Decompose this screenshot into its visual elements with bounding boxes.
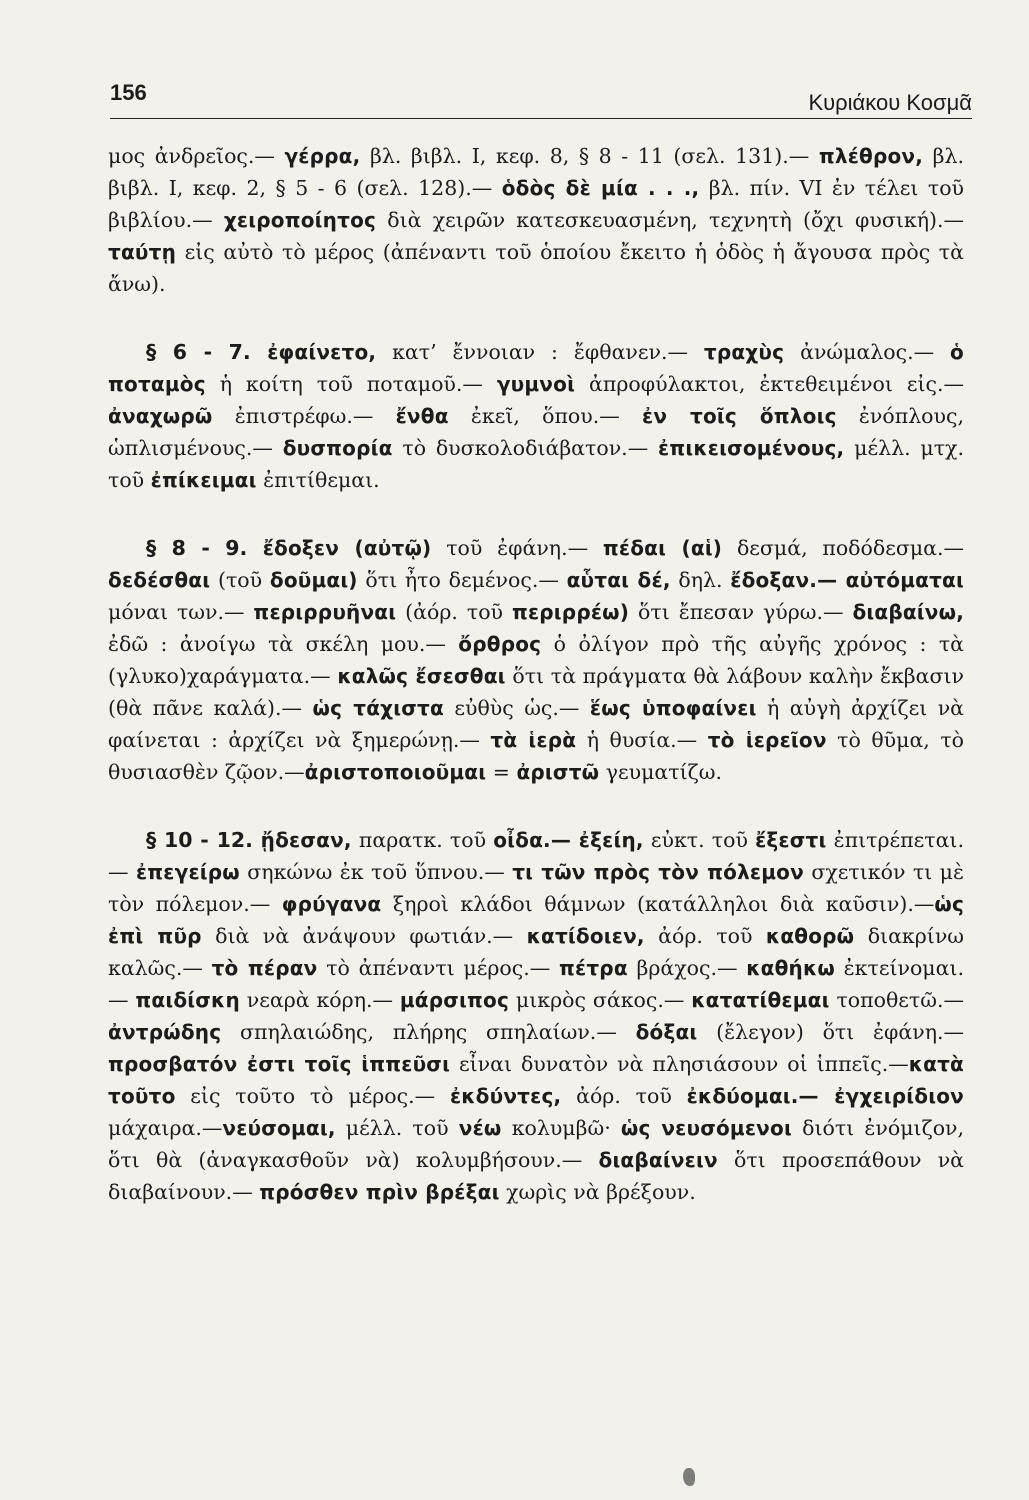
glossary-term: πέδαι (αἱ) <box>602 536 723 560</box>
glossary-term: νέω <box>458 1116 502 1140</box>
glossary-term: ὡς ἐπὶ πῦρ <box>108 892 964 948</box>
gloss-text: ἐδῶ : ἀνοίγω τὰ σκέλη μου.— <box>108 632 459 656</box>
gloss-text: ἐκτείνομαι.— <box>108 956 965 1012</box>
gloss-text: τὸ δυσκολοδιάβατον.— <box>392 436 658 460</box>
glossary-term: κατατίθεμαι <box>691 988 830 1012</box>
gloss-text: ὅτι ἦτο δεμένος.— <box>357 568 567 592</box>
gloss-text: ἀόρ. τοῦ <box>561 1084 687 1108</box>
glossary-term: πλέθρον, <box>818 144 924 168</box>
glossary-term: νεύσομαι, <box>222 1116 336 1140</box>
section-marker: § 6 - 7. <box>146 340 268 364</box>
glossary-term: γυμνοὶ <box>496 372 576 396</box>
gloss-text: (ἀόρ. τοῦ <box>396 600 512 624</box>
gloss-text: τὸ ἀπέναντι μέρος.— <box>317 956 559 980</box>
gloss-text: ἀνώμαλος.— <box>784 340 951 364</box>
gloss-text: ὁ ὀλίγον πρὸ τῆς αὐγῆς χρόνος : τὰ (γλυκο)χαράγματα.— <box>108 632 964 688</box>
glossary-term: πρόσθεν πρὶν βρέξαι <box>259 1180 500 1204</box>
running-head: Κυριάκου Κοσμᾶ <box>808 90 972 115</box>
gloss-text: ἀόρ. τοῦ <box>644 924 766 948</box>
gloss-text: μόναι των.— <box>108 600 254 624</box>
gloss-text: ἡ θυσία.— <box>576 728 708 752</box>
glossary-term: δοῦμαι) <box>269 568 358 592</box>
glossary-term: φρύγανα <box>281 892 382 916</box>
glossary-term: δόξαι <box>635 1020 698 1044</box>
glossary-term: διαβαίνειν <box>598 1148 718 1172</box>
page-header <box>110 78 972 119</box>
glossary-term: μάρσιπος <box>399 988 510 1012</box>
gloss-text: εὐθὺς ὡς.— <box>443 696 590 720</box>
gloss-text: ἐνόπλους, ὡπλισμένους.— <box>108 404 964 460</box>
glossary-term: δεδέσθαι <box>108 568 211 592</box>
glossary-term: αὗται δέ, <box>566 568 671 592</box>
glossary-term: ἔδοξαν.— αὐτόμαται <box>730 568 964 592</box>
gloss-text: διότι ἐνόμιζον, ὅτι θὰ (ἀναγκασθοῦν νὰ) κολυμβήσουν.— <box>108 1116 965 1172</box>
gloss-text: (ἔλεγον) ὅτι ἐφάνη.— <box>697 1020 964 1044</box>
glossary-term: τὸ πέραν <box>211 956 318 980</box>
glossary-term: ἐπεγείρω <box>135 860 240 884</box>
glossary-term: καθήκω <box>746 956 835 980</box>
glossary-term: ἕως ὑποφαίνει <box>589 696 757 720</box>
glossary-term: τὰ ἱερὰ <box>490 728 577 752</box>
glossary-term: ταύτῃ <box>108 240 177 264</box>
gloss-text: ξηροὶ κλάδοι θάμνων (κατάλληλοι διὰ καῦσιν).— <box>381 892 935 916</box>
gloss-text: βράχος.— <box>627 956 747 980</box>
glossary-term: ἐπικεισομένους, <box>657 436 845 460</box>
gloss-text: κολυμβῶ· <box>501 1116 621 1140</box>
glossary-term: ἐκδύντες, <box>449 1084 562 1108</box>
gloss-text: (τοῦ <box>210 568 270 592</box>
gloss-text: μέλλ. τοῦ <box>335 1116 459 1140</box>
gloss-text: μέλλ. μτχ. τοῦ <box>108 436 964 492</box>
gloss-text: ὅτι ἔπεσαν γύρω.— <box>629 600 853 624</box>
glossary-term: παιδίσκη <box>135 988 240 1012</box>
glossary-term: ἐκδύομαι.— ἐγχειρίδιον <box>686 1084 964 1108</box>
glossary-term: ἀντρώδης <box>108 1020 222 1044</box>
gloss-text: διακρίνω καλῶς.— <box>108 924 964 980</box>
gloss-text: βλ. βιβλ. Ι, κεφ. 8, § 8 - 11 (σελ. 131).— <box>360 144 819 168</box>
glossary-term: τραχὺς <box>703 340 785 364</box>
glossary-term: ἀριστοποιοῦμαι <box>304 760 487 784</box>
gloss-text: παρατκ. τοῦ <box>351 828 494 852</box>
glossary-term: ὁ ποταμὸς <box>108 340 964 396</box>
gloss-text: κατ’ ἔννοιαν : ἔφθανεν.— <box>376 340 704 364</box>
glossary-term: διαβαίνω, <box>852 600 964 624</box>
glossary-term: ἐπίκειμαι <box>150 468 257 492</box>
glossary-term: ὄρθρος <box>458 632 542 656</box>
gloss-text: ἡ κοίτη τοῦ ποταμοῦ.— <box>205 372 497 396</box>
gloss-text: δεσμά, ποδόδεσμα.— <box>722 536 965 560</box>
section-marker: § 10 - 12. <box>146 828 261 852</box>
gloss-text: ἀπροφύλακτοι, ἐκτεθειμένοι εἰς.— <box>575 372 964 396</box>
gloss-text: διὰ χειρῶν κατεσκευασμένη, τεχνητὴ (ὄχι φυσική).— <box>376 208 965 232</box>
gloss-text: σπηλαιώδης, πλήρης σπηλαίων.— <box>221 1020 636 1044</box>
gloss-text: μος ἀνδρεῖος.— <box>108 144 285 168</box>
page-number: 156 <box>110 80 147 105</box>
glossary-term: γέρρα, <box>284 144 361 168</box>
gloss-text: ὅτι τὰ πράγματα θὰ λάβουν καλὴν ἔκβασιν (θὰ πᾶνε καλά).— <box>108 664 964 720</box>
gloss-text: σηκώνω ἐκ τοῦ ὕπνου.— <box>239 860 513 884</box>
gloss-text: ὅτι προσεπάθουν νὰ διαβαίνουν.— <box>108 1148 964 1204</box>
gloss-text: δηλ. <box>670 568 731 592</box>
gloss-text: τὸ θῦμα, τὸ θυσιασθὲν ζῷον.— <box>108 728 965 784</box>
glossary-term: προσβατόν ἐστι τοῖς ἱππεῦσι <box>108 1052 451 1076</box>
glossary-term: πέτρα <box>558 956 628 980</box>
glossary-term: κατίδοιεν, <box>526 924 645 948</box>
gloss-text: μικρὸς σάκος.— <box>509 988 692 1012</box>
glossary-term: ἔνθα <box>395 404 449 428</box>
gloss-text: εἶναι δυνατὸν νὰ πλησιάσουν οἱ ἱππεῖς.— <box>450 1052 909 1076</box>
glossary-term: καλῶς ἔσεσθαι <box>337 664 506 688</box>
gloss-text: διὰ νὰ ἀνάψουν φωτιάν.— <box>201 924 527 948</box>
glossary-term: κατὰ τοῦτο <box>108 1052 964 1108</box>
gloss-text: νεαρὰ κόρη.— <box>239 988 400 1012</box>
gloss-text: εἰς τοῦτο τὸ μέρος.— <box>175 1084 450 1108</box>
glossary-term: ἔδοξεν (αὐτῷ) <box>262 536 432 560</box>
glossary-term: ὡς τάχιστα <box>312 696 444 720</box>
gloss-text: ἡ αὐγὴ ἀρχίζει νὰ φαίνεται : ἀρχίζει νὰ ξημερώνῃ.— <box>108 696 965 752</box>
gloss-text: εὐκτ. τοῦ <box>643 828 756 852</box>
glossary-term: περιρρέω) <box>511 600 630 624</box>
gloss-text: ἐπιστρέφω.— <box>212 404 396 428</box>
gloss-text: χωρὶς νὰ βρέξουν. <box>499 1180 696 1204</box>
glossary-term: ἐφαίνετο, <box>267 340 377 364</box>
glossary-term: ὡς νευσόμενοι <box>620 1116 792 1140</box>
paragraph-glossary-1 <box>108 140 964 300</box>
gloss-text: τοποθετῶ.— <box>829 988 964 1012</box>
paragraph-section-10-12 <box>108 824 964 1208</box>
glossary-term: χειροποίητος <box>223 208 377 232</box>
ink-smudge-mark <box>683 1468 695 1486</box>
glossary-term: οἶδα.— ἐξείη, <box>493 828 644 852</box>
glossary-term: ἐν τοῖς ὅπλοις <box>641 404 837 428</box>
glossary-term: δυσπορία <box>282 436 393 460</box>
glossary-term: τὸ ἱερεῖον <box>707 728 827 752</box>
gloss-text: ἐκεῖ, ὅπου.— <box>448 404 642 428</box>
gloss-text: γευματίζω. <box>599 760 722 784</box>
glossary-term: ᾔδεσαν, <box>260 828 352 852</box>
gloss-text: βλ. πίν. VI ἐν τέλει τοῦ βιβλίου.— <box>108 176 964 232</box>
gloss-text: σχετικόν τι μὲ τὸν πόλεμον.— <box>108 860 964 916</box>
gloss-text: τοῦ ἐφάνη.— <box>431 536 603 560</box>
glossary-term: ὁδὸς δὲ μία . . ., <box>501 176 700 200</box>
paragraph-section-6-7 <box>108 336 964 496</box>
gloss-text: μάχαιρα.— <box>108 1116 223 1140</box>
gloss-text: ἐπιτρέπεται.— <box>108 828 964 884</box>
gloss-text: βλ. βιβλ. Ι, κεφ. 2, § 5 - 6 (σελ. 128).— <box>108 144 964 200</box>
gloss-text: εἰς αὐτὸ τὸ μέρος (ἀπέναντι τοῦ ὁποίου ἔκειτο ἡ ὁδὸς ἡ ἄγουσα πρὸς τὰ ἄνω). <box>108 240 964 296</box>
glossary-term: ἀναχωρῶ <box>108 404 213 428</box>
glossary-term: ἔξεστι <box>755 828 827 852</box>
glossary-term: καθορῶ <box>765 924 855 948</box>
glossary-term: ἀριστῶ <box>516 760 600 784</box>
glossary-term: τι τῶν πρὸς τὸν πόλεμον <box>512 860 804 884</box>
body-text <box>108 140 964 1208</box>
paragraph-section-8-9 <box>108 532 964 788</box>
gloss-text: ἐπιτίθεμαι. <box>256 468 380 492</box>
gloss-text: = <box>486 760 517 784</box>
section-marker: § 8 - 9. <box>146 536 263 560</box>
glossary-term: περιρρυῆναι <box>253 600 397 624</box>
